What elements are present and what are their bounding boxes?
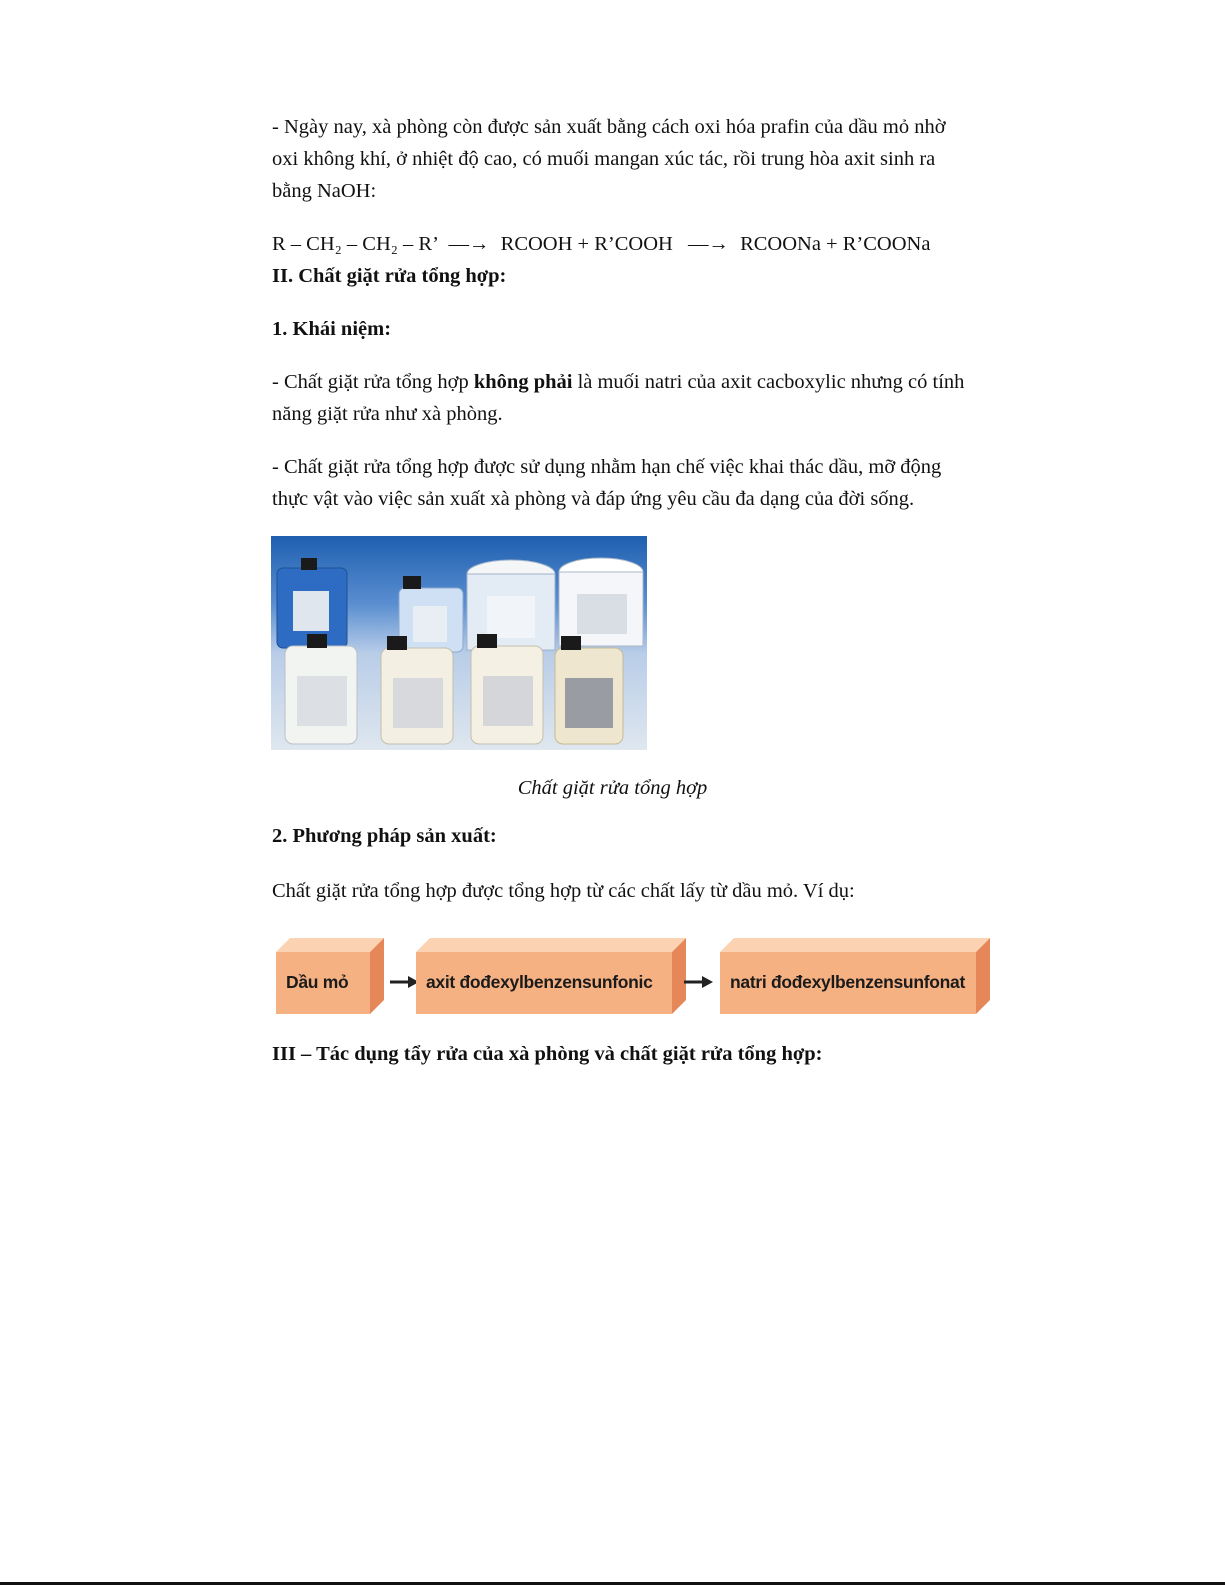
intro-line-1: - Ngày nay, xà phòng còn được sản xuất bằng cách oxi hóa prafin của dầu mỏ nhờ (272, 116, 946, 138)
intro-line-3: bằng NaOH: (272, 180, 377, 202)
bold-phrase: không phải (473, 371, 573, 393)
equation (272, 229, 930, 260)
production-heading: 2. Phương pháp sản xuất: (272, 825, 497, 847)
flow-box-salt (720, 938, 992, 1018)
production-paragraph: Chất giặt rửa tổng hợp được tổng hợp từ các chất lấy từ dầu mỏ. Ví dụ: (272, 880, 855, 902)
photo-caption: Chất giặt rửa tổng hợp (517, 777, 708, 799)
flow-step-label: Dầu mỏ (286, 972, 349, 992)
text-run: - Chất giặt rửa tổng hợp (272, 371, 474, 393)
equation-arrow-1: —→ (448, 233, 490, 255)
concept-heading: 1. Khái niệm: (272, 318, 392, 340)
text-run: là muối natri của axit cacboxylic nhưng có tính (572, 371, 965, 393)
flow-step-label: natri đođexylbenzensunfonat (730, 972, 965, 992)
detergent-containers-photo (271, 536, 647, 750)
flow-box-crude-oil (276, 938, 386, 1018)
containers-illustration (271, 536, 647, 750)
concept-paragraph-1-line-2: năng giặt rửa như xà phòng. (272, 403, 503, 425)
section-2-heading: II. Chất giặt rửa tổng hợp: (272, 265, 507, 287)
concept-paragraph-2-line-2: thực vật vào việc sản xuất xà phòng và đáp ứng yêu cầu đa dạng của đời sống. (272, 488, 915, 510)
equation-reactant: R – CH₂ – CH₂ – R’ (272, 233, 438, 255)
concept-paragraph-1-line-1 (272, 367, 964, 398)
flow-box-acid (416, 938, 688, 1018)
production-flow-diagram (276, 938, 992, 1018)
equation-arrow-2: —→ (687, 233, 729, 255)
concept-paragraph-2-line-1: - Chất giặt rửa tổng hợp được sử dụng nhằm hạn chế việc khai thác dầu, mỡ động (272, 456, 942, 478)
equation-intermediate: RCOOH + R’COOH (500, 233, 673, 255)
equation-product: RCOONa + R’COONa (740, 233, 931, 255)
arrow-right-icon (682, 974, 714, 990)
flow-step-label: axit đođexylbenzensunfonic (426, 972, 653, 992)
intro-line-2: oxi không khí, ở nhiệt độ cao, có muối mangan xúc tác, rồi trung hòa axit sinh ra (272, 148, 936, 170)
section-3-heading: III – Tác dụng tẩy rửa của xà phòng và chất giặt rửa tổng hợp: (272, 1043, 823, 1065)
